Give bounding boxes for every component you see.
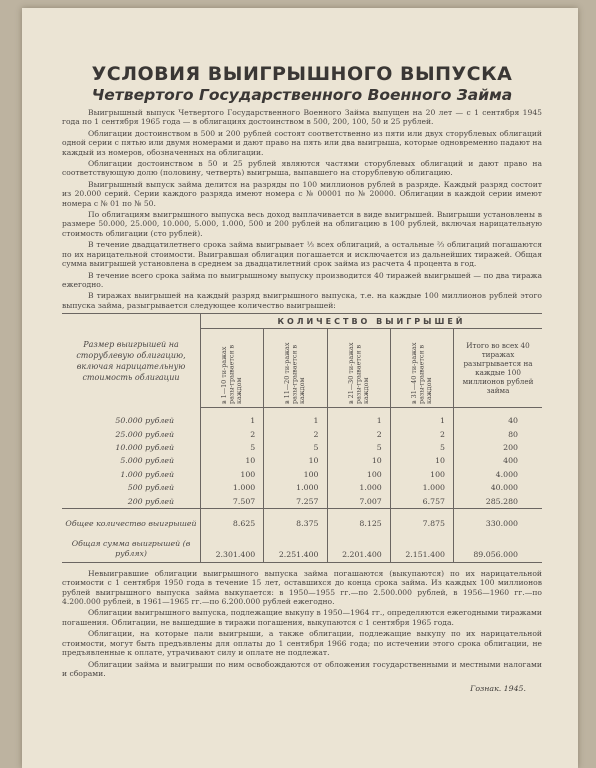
period-header-4: в 31—40 ти-ражах разы-грывается в каждом xyxy=(390,329,453,408)
sheet-content xyxy=(62,63,542,693)
paragraph-redemption-draws: Облигации выигрышного выпуска, подлежащие выкупу в 1950—1964 гг., определяются ежегодными тиражами погашения. Облигации, не вышедшие в тиражи погашения, выкупаются с 1 сентября 1965 года. xyxy=(62,608,542,627)
denomination-cell: 1.000 рублей xyxy=(120,469,174,479)
value-cell: 2 xyxy=(264,428,327,441)
value-cell: 1 xyxy=(264,408,327,428)
printer-imprint: Гознак. 1945. xyxy=(470,684,526,694)
document-subtitle: Четвертого Государственного Военного Займа xyxy=(91,86,513,104)
total-cell: 285.280 xyxy=(454,494,543,508)
denomination-cell: 5.000 рублей xyxy=(120,456,174,466)
sum-cell: 2.201.400 xyxy=(327,531,390,563)
value-cell: 5 xyxy=(264,441,327,454)
value-cell: 5 xyxy=(327,441,390,454)
value-cell: 1 xyxy=(327,408,390,428)
count-label: Общее количество выигрышей xyxy=(62,508,201,531)
denomination-cell: 200 рублей xyxy=(127,496,174,506)
value-cell: 10 xyxy=(264,454,327,467)
count-cell: 7.875 xyxy=(390,508,453,531)
paragraph-term: Выигрышный выпуск Четвертого Государственного Военного Займа выпущен на 20 лет — с 1 сентября 1945 года по 1 сентября 1965 года — в облигациях достоинством в 500, 200, 100, 50 и 25 рублей. xyxy=(62,108,542,127)
value-cell: 10 xyxy=(390,454,453,467)
table-row xyxy=(62,408,542,428)
paragraph-series: Выигрышный выпуск займа делится на разряды по 100 миллионов рублей в разряде. Каждый разряд состоит из 20.000 серий. Серии каждого разряда имеют номера с № 00001 по № 20000. Облигации в каждой серии имеют номера с № 01 по № 50. xyxy=(62,179,542,208)
value-cell: 10 xyxy=(327,454,390,467)
value-cell: 1.000 xyxy=(201,481,264,494)
document-title: УСЛОВИЯ ВЫИГРЫШНОГО ВЫПУСКА xyxy=(91,63,513,85)
table-row xyxy=(62,454,542,467)
denomination-cell: 25.000 рублей xyxy=(115,429,174,439)
count-row xyxy=(62,508,542,531)
paragraph-redemption: Невыигравшие облигации выигрышного выпуска займа погашаются (выкупаются) по их нарицательной стоимости с 1 сентября 1950 года в течение 15 лет, оставшихся до конца срока займа. Из каждых 100 миллионов рублей выигрышного выпуска займа выкупается: в 1950—1955 гг.—по 2.500.000 рублей, в 1956—1960 гг.—по 4.200.000 рублей, в 1961—1965 гг.—по 6.200.000 рублей ежегодно. xyxy=(62,568,542,607)
value-cell: 5 xyxy=(390,441,453,454)
value-cell: 100 xyxy=(201,468,264,481)
paragraph-table-intro: В тиражах выигрышей на каждый разряд выигрышного выпуска, т.е. на каждые 100 миллионов рублей этого выпуска займа, разыгрывается следующее количество выигрышей: xyxy=(62,291,542,310)
bond-conditions-sheet xyxy=(22,8,578,768)
total-cell: 200 xyxy=(454,441,543,454)
table-row xyxy=(62,468,542,481)
period-header-1: в 1—10 ти-ражах разы-грывается в каждом xyxy=(201,329,264,408)
sum-cell: 2.251.400 xyxy=(264,531,327,563)
denomination-cell: 10.000 рублей xyxy=(115,443,174,453)
count-cell: 8.375 xyxy=(264,508,327,531)
count-total-cell: 330.000 xyxy=(454,508,543,531)
value-cell: 1 xyxy=(201,408,264,428)
table-row xyxy=(62,481,542,494)
sum-label: Общая сумма выигрышей (в рублях) xyxy=(62,531,201,563)
value-cell: 6.757 xyxy=(390,494,453,508)
paragraph-claim-deadline: Облигации, на которые пали выигрыши, а также облигации, подлежащие выкупу по их нарицательной стоимости, могут быть предъявлены для оплаты до 1 сентября 1966 года; по истечении этого срока облигации, не предъявленные к оплате, утрачивают силу и оплате не подлежат. xyxy=(62,629,542,658)
value-cell: 7.257 xyxy=(264,494,327,508)
paragraph-repayment: В течение двадцатилетнего срока займа выигрывает ⅓ всех облигаций, а остальные ⅔ облигаций погашаются по их нарицательной стоимости. Выигравшая облигация погашается и исключается из дальнейших тиражей. Общая сумма выигрышей установлена в среднем за двадцатилетний срок займа из расчета 4 процента в год. xyxy=(62,240,542,269)
value-cell: 1.000 xyxy=(327,481,390,494)
value-cell: 7.007 xyxy=(327,494,390,508)
denomination-cell: 500 рублей xyxy=(127,483,174,493)
paragraph-500-200: Облигации достоинством в 500 и 200 рублей состоят соответственно из пяти или двух сторублевых облигаций одной серии с пятью или двумя номерами и дают право на пять или два выигрыша, которые одновременно падают на каждый из номеров, обозначенных на облигации. xyxy=(62,128,542,157)
sum-cell: 2.301.400 xyxy=(201,531,264,563)
period-header-3: в 21—30 ти-ражах разы-грывается в каждом xyxy=(327,329,390,408)
count-cell: 8.125 xyxy=(327,508,390,531)
sum-row xyxy=(62,531,542,563)
paragraph-income: По облигациям выигрышного выпуска весь доход выплачивается в виде выигрышей. Выигрыши установлены в размере 50.000, 25.000, 10.000, 5.000, 1.000, 500 и 200 рублей на облигацию в 100 рублей, включая нарицательную стоимость облигации (сто рублей). xyxy=(62,210,542,238)
value-cell: 100 xyxy=(327,468,390,481)
value-cell: 1 xyxy=(390,408,453,428)
value-cell: 1.000 xyxy=(264,481,327,494)
total-cell: 400 xyxy=(454,454,543,467)
value-cell: 5 xyxy=(201,441,264,454)
value-cell: 2 xyxy=(390,428,453,441)
table-row xyxy=(62,494,542,508)
count-cell: 8.625 xyxy=(201,508,264,531)
paragraph-50-25: Облигации достоинством в 50 и 25 рублей являются частями сторублевых облигаций и дают право на соответствующую долю (половину, четверть) выигрыша, выпавшего на сторублевую облигацию. xyxy=(62,159,542,178)
sum-total-cell: 89.056.000 xyxy=(454,531,543,563)
total-cell: 40.000 xyxy=(454,481,543,494)
sum-cell: 2.151.400 xyxy=(390,531,453,563)
value-cell: 1.000 xyxy=(390,481,453,494)
total-header: Итого во всех 40 тиражах разыгрывается на каждые 100 миллионов рублей займа xyxy=(454,329,543,408)
total-cell: 80 xyxy=(454,428,543,441)
table-row xyxy=(62,428,542,441)
winnings-table xyxy=(62,313,542,563)
value-cell: 100 xyxy=(390,468,453,481)
value-cell: 2 xyxy=(201,428,264,441)
value-cell: 7.507 xyxy=(201,494,264,508)
denomination-cell: 50.000 рублей xyxy=(115,416,174,426)
total-cell: 40 xyxy=(454,408,543,428)
table-row xyxy=(62,441,542,454)
period-header-2: в 11—20 ти-ражах разы-грывается в каждом xyxy=(264,329,327,408)
value-cell: 2 xyxy=(327,428,390,441)
quantity-header: КОЛИЧЕСТВО ВЫИГРЫШЕЙ xyxy=(201,314,543,329)
paragraph-draws: В течение всего срока займа по выигрышному выпуску производится 40 тиражей выигрышей — по два тиража ежегодно. xyxy=(62,270,542,289)
denomination-header: Размер выигрышей на сторублевую облигацию, включая нарицательную стоимость облигации xyxy=(62,314,201,408)
value-cell: 10 xyxy=(201,454,264,467)
footer-section xyxy=(62,569,542,678)
total-cell: 4.000 xyxy=(454,468,543,481)
value-cell: 100 xyxy=(264,468,327,481)
paragraph-tax-exempt: Облигации займа и выигрыши по ним освобождаются от обложения государственными и местными налогами и сборами. xyxy=(62,659,542,678)
